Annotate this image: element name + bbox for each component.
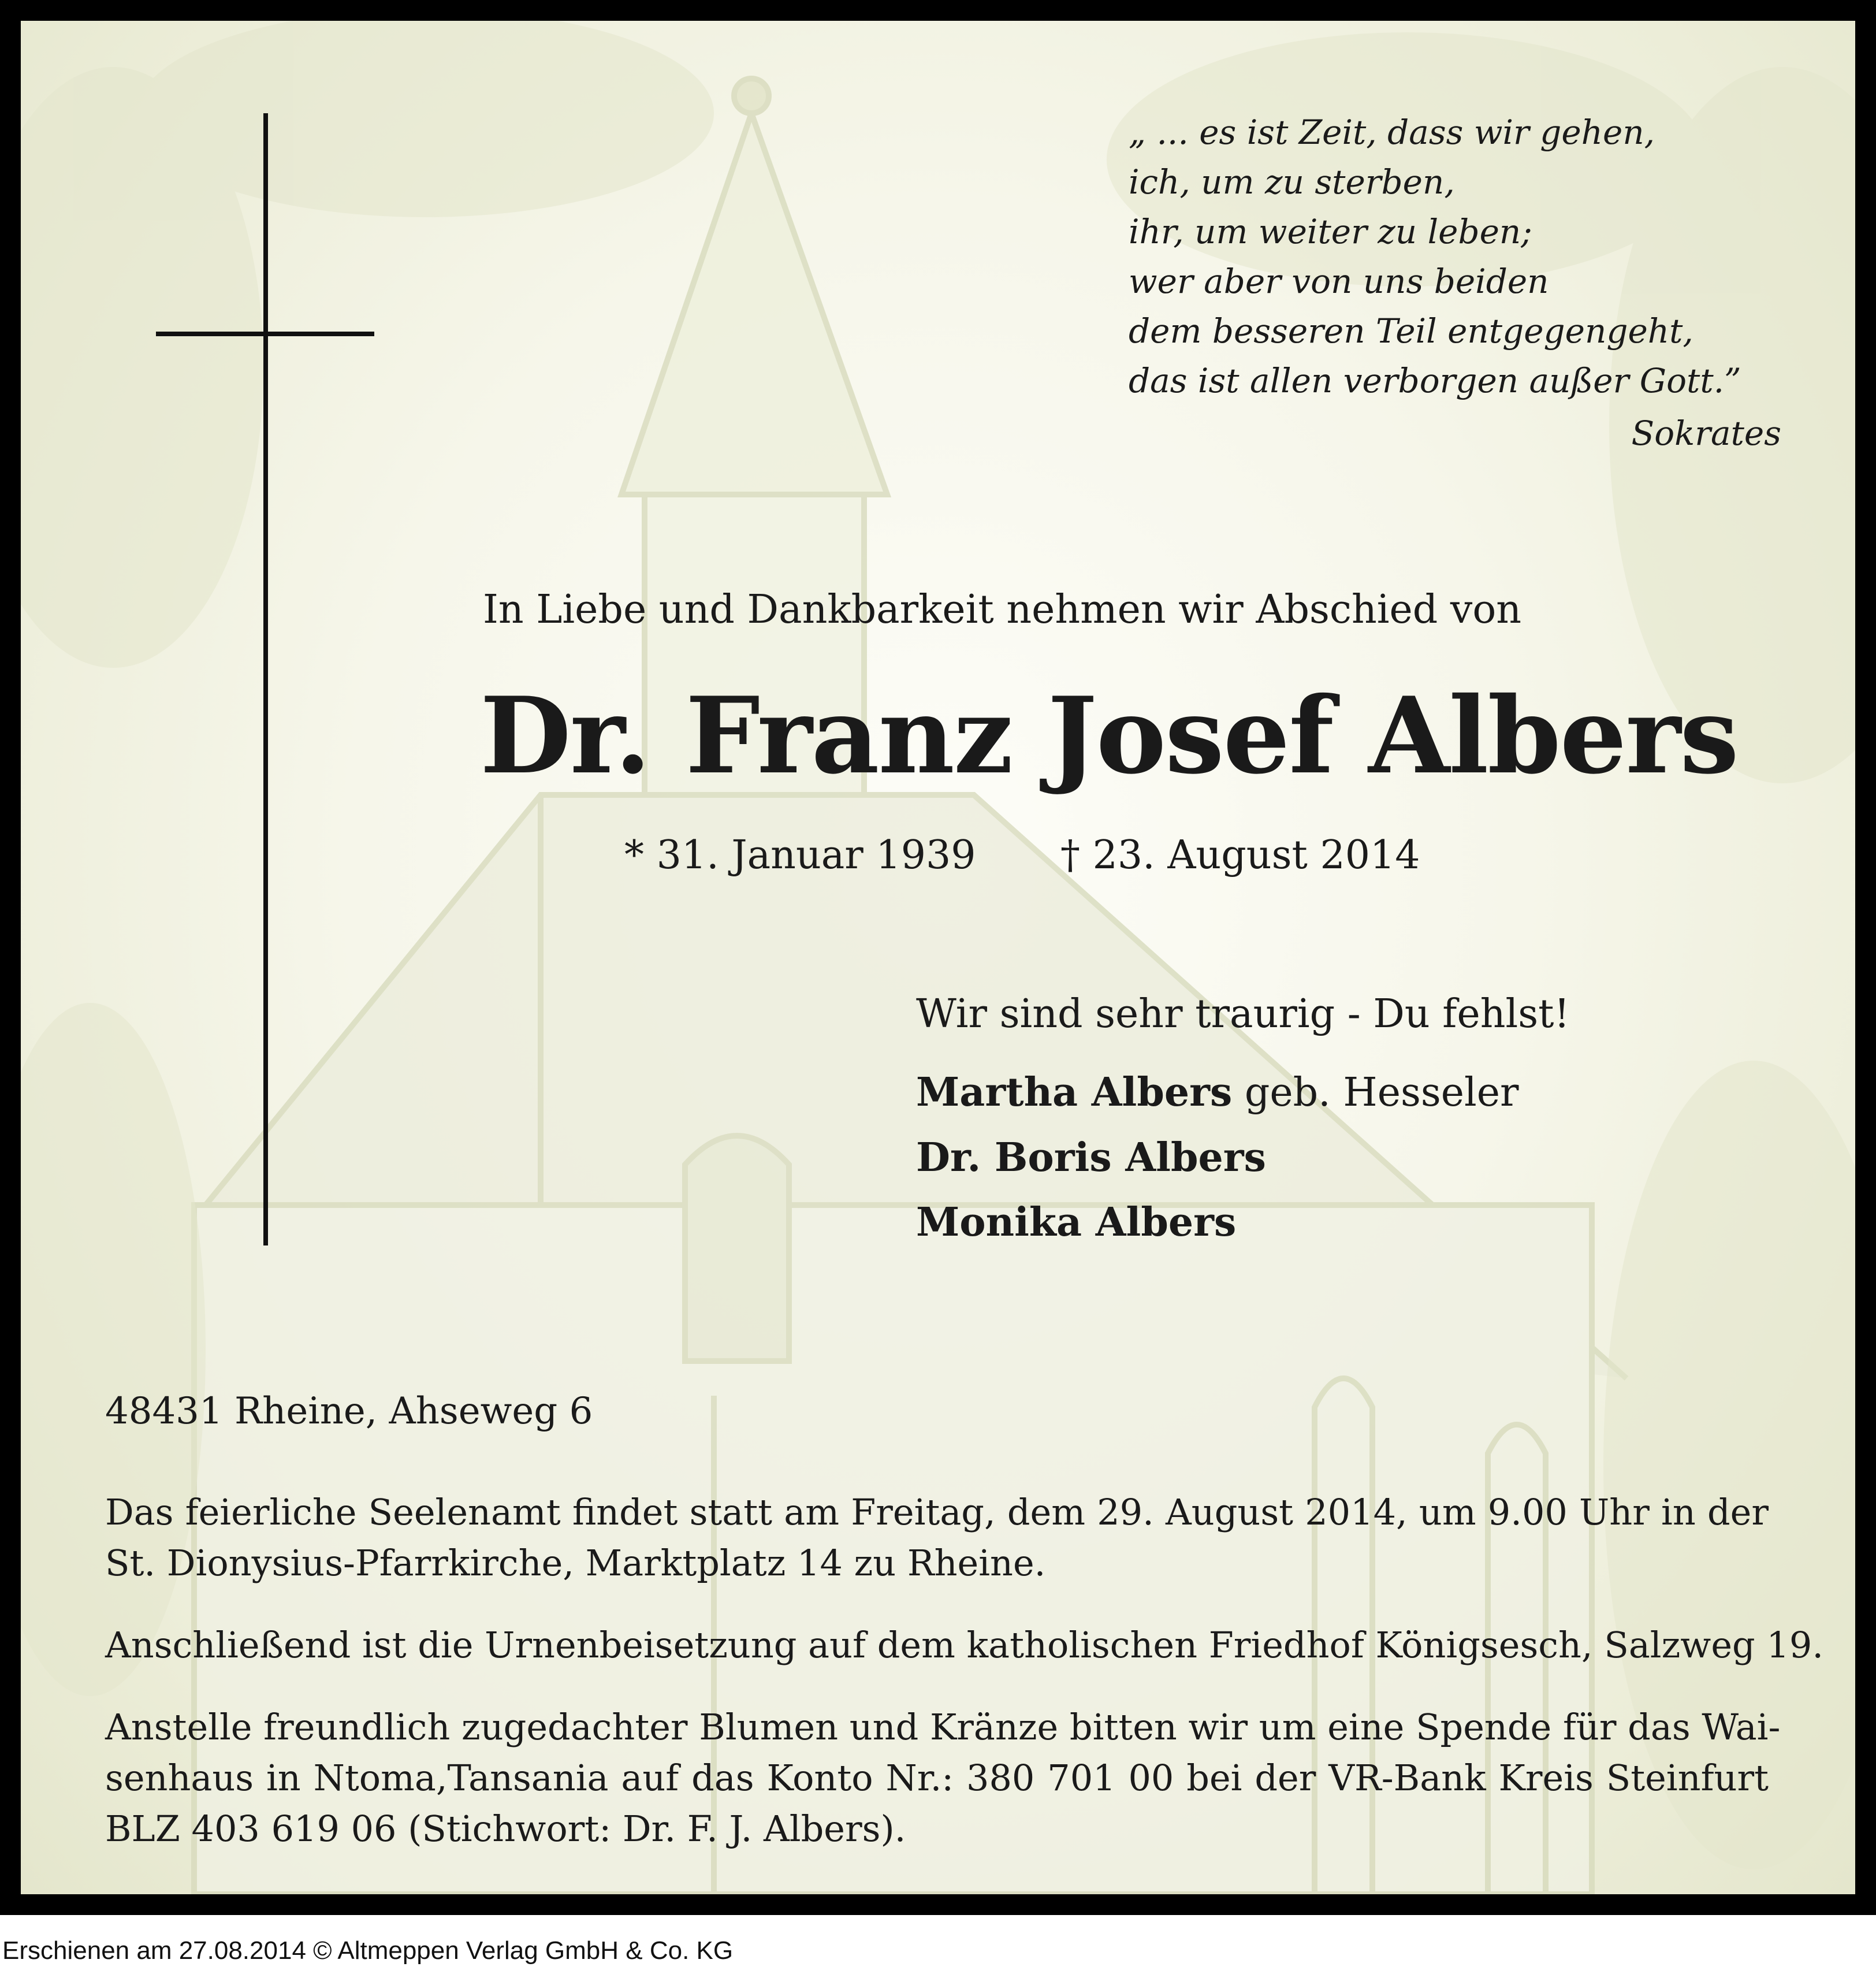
paragraph-line: BLZ 403 619 06 (Stichwort: Dr. F. J. Albers). [105,1808,906,1850]
quote-block [1129,107,1781,406]
survivor-entry [916,1199,1236,1245]
survivor-entry [916,1135,1266,1181]
quote-line: ihr, um weiter zu leben; [1129,212,1532,251]
death-date: † 23. August 2014 [1060,832,1420,878]
survivor-name: Dr. Boris Albers [916,1135,1266,1181]
burial-paragraph [105,1620,1824,1671]
paragraph-line: St. Dionysius-Pfarrkirche, Marktplatz 14 zu Rheine. [105,1542,1046,1584]
survivor-name: Martha Albers [916,1069,1233,1116]
service-paragraph [105,1487,1769,1589]
quote-line: das ist allen verborgen außer Gott.” [1129,361,1741,400]
quote-author: Sokrates [1631,414,1781,453]
family-address: 48431 Rheine, Ahseweg 6 [105,1390,593,1433]
notice-paper [21,21,1855,1894]
deceased-name: Dr. Franz Josef Albers [480,674,1738,797]
paragraph-line: Anstelle freundlich zugedachter Blumen und Kränze bitten wir um eine Spende für das Wai- [105,1706,1781,1748]
survivor-entry [916,1069,1519,1116]
quote-line: ich, um zu sterben, [1129,162,1455,202]
donation-paragraph [105,1702,1781,1854]
quote-line: wer aber von uns beiden [1129,262,1549,301]
paragraph-line: Das feierliche Seelenamt findet statt am Freitag, dem 29. August 2014, um 9.00 Uhr in der [105,1491,1769,1533]
paragraph-line: senhaus in Ntoma,Tansania auf das Konto Nr.: 380 701 00 bei der VR-Bank Kreis Steinfurt [105,1757,1769,1799]
publication-footer: Erschienen am 27.08.2014 © Altmeppen Verlag GmbH & Co. KG [2,1936,734,1965]
survivor-name: Monika Albers [916,1199,1237,1245]
farewell-line: Wir sind sehr traurig - Du fehlst! [916,991,1570,1037]
quote-line: „ ... es ist Zeit, dass wir gehen, [1129,113,1655,152]
survivor-suffix: geb. Hesseler [1232,1070,1519,1116]
birth-date: * 31. Januar 1939 [624,832,976,878]
cross-icon-horizontal [156,332,374,336]
quote-line: dem besseren Teil entgegengeht, [1129,311,1693,351]
intro-text: In Liebe und Dankbarkeit nehmen wir Abschied von [483,587,1522,633]
paragraph-line: Anschließend ist die Urnenbeisetzung auf dem katholischen Friedhof Königsesch, Salzweg 19. [105,1624,1824,1666]
cross-icon-vertical [263,113,268,1245]
